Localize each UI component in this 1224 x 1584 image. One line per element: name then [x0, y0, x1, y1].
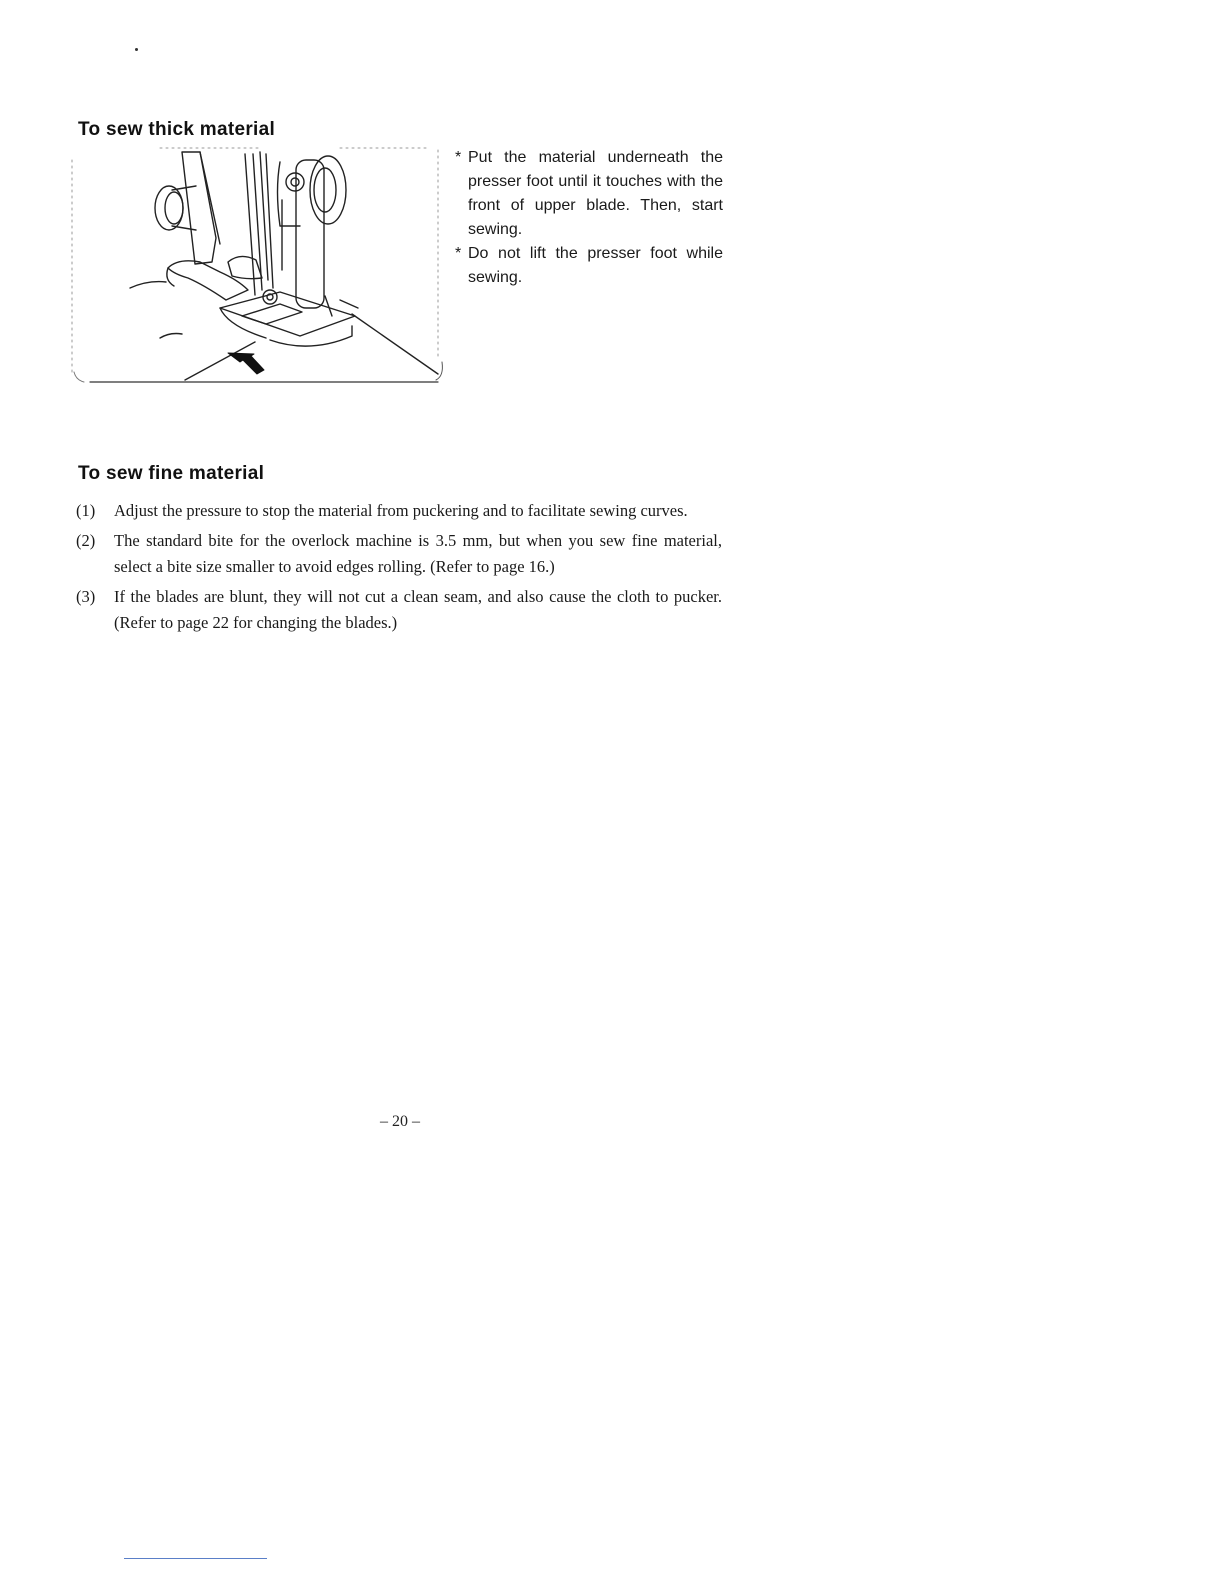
step-text: Adjust the pressure to stop the material from puckering and to facilitate sewing curves.	[114, 501, 688, 520]
step-number: (3)	[76, 587, 96, 606]
step-text: If the blades are blunt, they will not cut a clean seam, and also cause the cloth to pucker. (Refer to page 22 for changing the blades.)	[114, 587, 722, 632]
step-text: The standard bite for the overlock machine is 3.5 mm, but when you sew fine material, select a bite size smaller to avoid edges rolling. (Refer to page 16.)	[114, 531, 722, 576]
page-number: – 20 –	[380, 1113, 420, 1130]
presser-foot-illustration	[70, 140, 445, 388]
note-item	[455, 242, 723, 290]
step-item	[76, 498, 722, 524]
step-item	[76, 584, 722, 636]
heading-thick-material: To sew thick material	[78, 119, 276, 140]
note-text: Put the material underneath the presser foot until it touches with the front of upper blade. Then, start sewing.	[468, 149, 723, 238]
step-number: (2)	[76, 531, 96, 550]
note-item	[455, 146, 723, 242]
heading-fine-material: To sew fine material	[78, 463, 265, 484]
footnote-rule	[124, 1558, 267, 1559]
step-item	[76, 528, 722, 580]
fine-material-steps	[76, 498, 722, 640]
step-number: (1)	[76, 501, 96, 520]
note-text: Do not lift the presser foot while sewing.	[468, 245, 723, 286]
note-marker: *	[455, 149, 462, 166]
note-marker: *	[455, 245, 462, 262]
thick-material-notes	[455, 146, 723, 290]
scan-speck	[135, 48, 138, 51]
